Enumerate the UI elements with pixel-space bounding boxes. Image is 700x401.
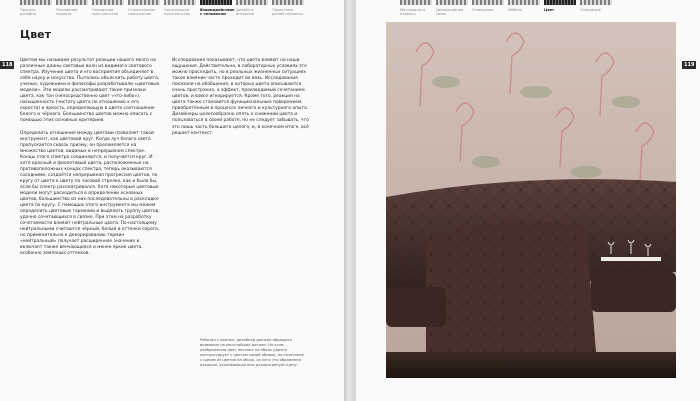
- page-title: Цвет: [20, 28, 52, 41]
- nav-item-label: Понимание пространства: [92, 8, 119, 17]
- nav-item[interactable]: [164, 0, 196, 22]
- intro-paragraph: Цветом мы называем результат реакции нашего мозга на различные длины световых волн из видимого светового спектра. Изучение цвета и его восприятия объединяет в себе науку и искусство. Пытались объяснить работу цвета, ученые, художники и философы разрабатывали «цветовые модели». Эти модели рассматривают такие признаки цвета, как тон (непосредственно цвет «что-либо»), насыщенность (чистоту цвета по отношению к его серости) и яркость, определяющую в цвете соотношение белого и чёрного. Большинство цветов можно описать с помощью этих основных критериев.: [20, 58, 160, 124]
- nav-item[interactable]: [236, 0, 268, 22]
- left-page: [0, 0, 344, 401]
- nav-item-label: Дизайн и интерьер: [236, 8, 254, 17]
- nav-item-label: Проектные дизайн-проекты: [272, 8, 304, 17]
- nav-item-label: Организация пространства: [164, 8, 191, 17]
- nav-item[interactable]: [56, 0, 88, 22]
- interior-photo: [386, 22, 676, 378]
- page-number-left: 118: [2, 62, 13, 68]
- nav-item[interactable]: [20, 0, 52, 22]
- body-paragraph: Определить отношения между цветами позволяет такой инструмент, как цветовой круг. Когда луч белого света пропускается сквозь призму, он преломляется на множество цветов, видимых в непрерывном спектре. Концы этого спектра соединяются, и получается круг. И хотя красный и фиолетовый цвета, расположенные на противоположных концах спектра, теперь оказываются соседними, создаётся непрерывная прогрессия цветов, по кругу от цвета к цвету по часовой стрелке, как и было бы, если бы спектр рассматривался. Хотя некоторые цветовые модели могут расходиться в определении основных цветов, большинство из них последовательны в раскладке цвета по кругу. С помощью этого инструмента мы можем определить цветовые гармонии и выделить группу цветов, удачно сочетающихся в связке. При этом на разработку сочетаемости влияют нейтральные цвета. По-настоящему нейтральными считаются чёрный, белый и оттенки серого, но применительно к декорированию термин «нейтральный» получает расширенное значение и включает также венчающиеся и менее яркие цвета, особенно земляных оттенков.: [20, 130, 160, 257]
- nav-item[interactable]: [472, 0, 504, 22]
- text-column-1: [20, 58, 160, 264]
- nav-item[interactable]: [436, 0, 468, 22]
- nav-item-active[interactable]: [544, 0, 576, 22]
- nav-item[interactable]: [92, 0, 124, 22]
- nav-item-label: Мебель: [508, 8, 523, 12]
- nav-item-label: Процесс дизайна: [20, 8, 36, 17]
- nav-item[interactable]: [508, 0, 540, 22]
- page-number-right: 119: [684, 62, 695, 68]
- book-gutter: [344, 0, 356, 401]
- nav-item-label: Взаимодействие с человеком: [200, 8, 235, 17]
- nav-item-label: Материалы и отделка: [400, 8, 426, 17]
- right-page: [356, 0, 700, 401]
- nav-item[interactable]: [580, 0, 612, 22]
- nav-item[interactable]: [128, 0, 160, 22]
- photo-caption: Работая с цветом, дизайнер должен обращать внимание на мельчайшие детали. На этом изображении цвет потолка на обоях удачно контрастирует с цветом самой обивки, но сочетание с одним из цветов на обоях, из-чего что обрамлена изящная, усиливающая всю декоративную сцену.: [200, 338, 304, 367]
- nav-item-label: Отведение: [580, 8, 601, 12]
- nav-item-label: Цвет: [544, 8, 555, 12]
- text-column-2: [172, 58, 312, 143]
- restaurant-banquette-illustration: [386, 22, 676, 378]
- chapter-nav-right: [400, 0, 616, 22]
- nav-item[interactable]: [272, 0, 304, 22]
- body-paragraph: Исследования показывают, что цвета влияют на наши ощущения. Действительно, в лабораторных условиях это можно проследить, но в реальных жизненных ситуациях такое влияние часто проходит во вязь. Исследования показали на обобщения, в которых цвета описываются очень пространно, а эффект, производимый сочетанием цветов, и вовсе игнорируется. Кроме того, реакция на цвета также становится функциональным поведением, приобретённым в процессе личного и культурного опыта. Дизайнеры целесообразно опять о снижении цвета и пользоваться в своей работе, но не следует забывать, что это лишь часть большего целого, и, в конечном итоге, всё решает контекст.: [172, 58, 309, 136]
- chapter-nav-left: [20, 0, 308, 22]
- nav-item[interactable]: [400, 0, 432, 22]
- nav-item-active[interactable]: [200, 0, 235, 22]
- nav-item-label: Освещение: [472, 8, 494, 12]
- nav-item-label: Понимание проекта: [56, 8, 78, 17]
- nav-item-label: Строительные сооружения: [128, 8, 156, 17]
- nav-item-label: Декоративная связь: [436, 8, 464, 17]
